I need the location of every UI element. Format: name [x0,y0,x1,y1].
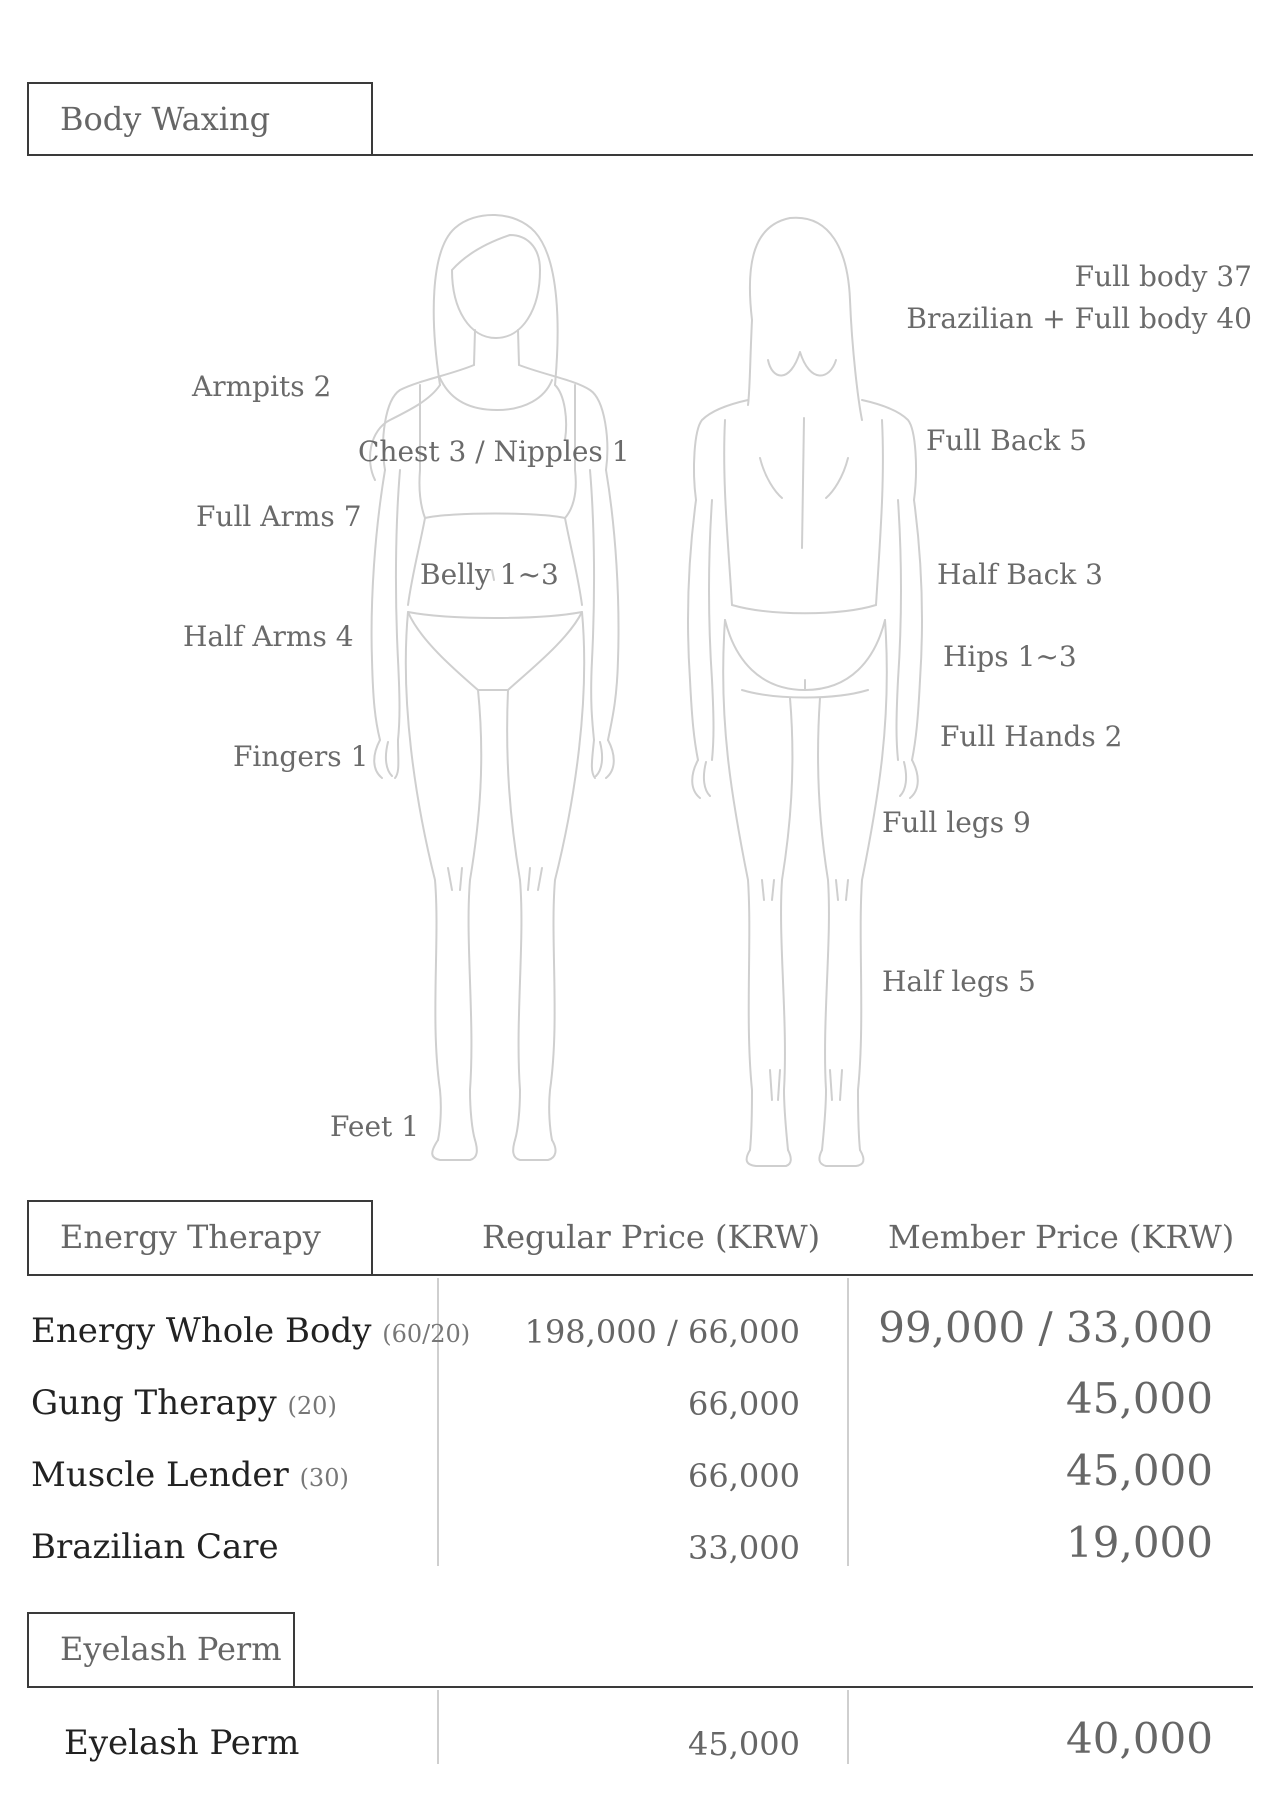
table-row-name [31,1383,337,1423]
label-half-legs: Half legs 5 [882,965,1036,998]
service-name: Muscle Lender [31,1455,289,1495]
regular-price: 198,000 / 66,000 [524,1313,800,1351]
label-full-back: Full Back 5 [926,424,1087,457]
label-full-hands: Full Hands 2 [940,720,1123,753]
member-price: 19,000 [1066,1518,1213,1567]
eyelash-perm-title: Eyelash Perm [60,1630,282,1668]
label-full-legs: Full legs 9 [882,806,1031,839]
regular-price: 66,000 [688,1457,800,1495]
regular-price-header: Regular Price (KRW) [482,1218,821,1256]
member-price: 45,000 [1066,1374,1213,1423]
label-full-arms: Full Arms 7 [196,500,362,533]
label-half-arms: Half Arms 4 [183,620,354,653]
label-feet: Feet 1 [330,1110,420,1143]
service-name: Gung Therapy [31,1383,277,1423]
label-belly: Belly 1~3 [420,558,559,591]
service-name: Eyelash Perm [64,1723,300,1763]
energy-therapy-divider [27,1274,1253,1276]
label-hips: Hips 1~3 [943,640,1077,673]
regular-price: 45,000 [688,1725,800,1763]
member-price: 99,000 / 33,000 [878,1303,1213,1352]
eyelash-column-divider-2 [847,1690,849,1764]
table-row-name [31,1527,279,1567]
member-price: 45,000 [1066,1446,1213,1495]
member-price: 40,000 [1066,1714,1213,1763]
body-waxing-title: Body Waxing [60,100,271,138]
service-duration: (60/20) [382,1320,471,1348]
label-chest-nipples: Chest 3 / Nipples 1 [358,435,630,468]
energy-column-divider-2 [847,1278,849,1566]
regular-price: 33,000 [688,1529,800,1567]
service-name: Energy Whole Body [31,1311,372,1351]
energy-therapy-title: Energy Therapy [60,1218,321,1256]
back-body-figure [688,218,922,1166]
service-name: Brazilian Care [31,1527,279,1567]
front-body-figure [370,215,619,1160]
regular-price: 66,000 [688,1385,800,1423]
eyelash-column-divider-1 [437,1690,439,1764]
service-duration: (30) [299,1464,349,1492]
member-price-header: Member Price (KRW) [888,1218,1235,1256]
label-fingers: Fingers 1 [233,740,369,773]
label-armpits: Armpits 2 [192,370,332,403]
eyelash-perm-divider [27,1686,1253,1688]
table-row-name [31,1455,349,1495]
service-duration: (20) [287,1392,337,1420]
table-row-name [31,1311,470,1351]
label-full-body: Full body 37 [1074,260,1252,293]
label-half-back: Half Back 3 [937,558,1103,591]
label-brazilian-full-body: Brazilian + Full body 40 [906,302,1252,335]
